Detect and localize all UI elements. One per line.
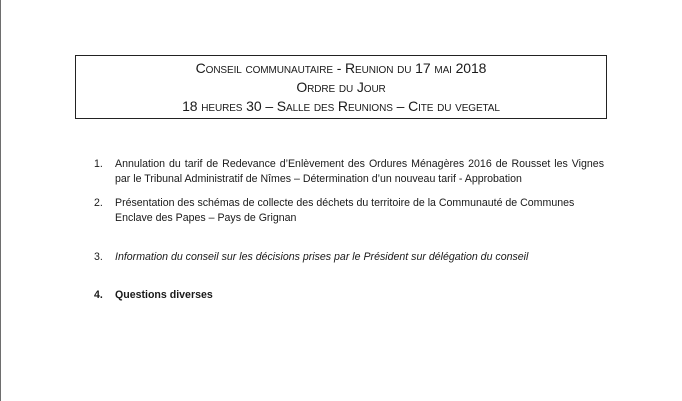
header-box — [75, 55, 607, 119]
header-subtitle: Ordre du Jour — [296, 79, 386, 95]
agenda-item-4 — [94, 288, 604, 303]
page-left-border — [0, 0, 1, 401]
agenda-item-number: 4. — [94, 289, 103, 301]
agenda-item-number: 3. — [94, 251, 103, 263]
agenda-item-2 — [94, 196, 604, 226]
agenda-list — [94, 157, 604, 303]
agenda-item-1 — [94, 157, 604, 187]
header-title: Conseil communautaire - Reunion du 17 mai 2018 — [195, 60, 487, 76]
agenda-item-text: Présentation des schémas de collecte des déchets du territoire de la Communauté de Communes Enclave des Papes – Pays de Grignan — [115, 197, 575, 224]
header-time-location: 18 heures 30 – Salle des Reunions – Cite du vegetal — [182, 98, 500, 114]
agenda-item-text: Annulation du tarif de Redevance d’Enlèvement des Ordures Ménagères 2016 de Rousset les Vignes par le Tribunal Administratif de Nîmes – Détermination d’un nouveau tarif - Approbation — [115, 158, 604, 185]
agenda-item-number: 2. — [94, 197, 103, 209]
agenda-item-3 — [94, 250, 604, 265]
agenda-item-text: Questions diverses — [115, 289, 213, 301]
agenda-item-text: Information du conseil sur les décisions prises par le Président sur délégation du conseil — [115, 251, 529, 263]
agenda-item-number: 1. — [94, 158, 103, 170]
